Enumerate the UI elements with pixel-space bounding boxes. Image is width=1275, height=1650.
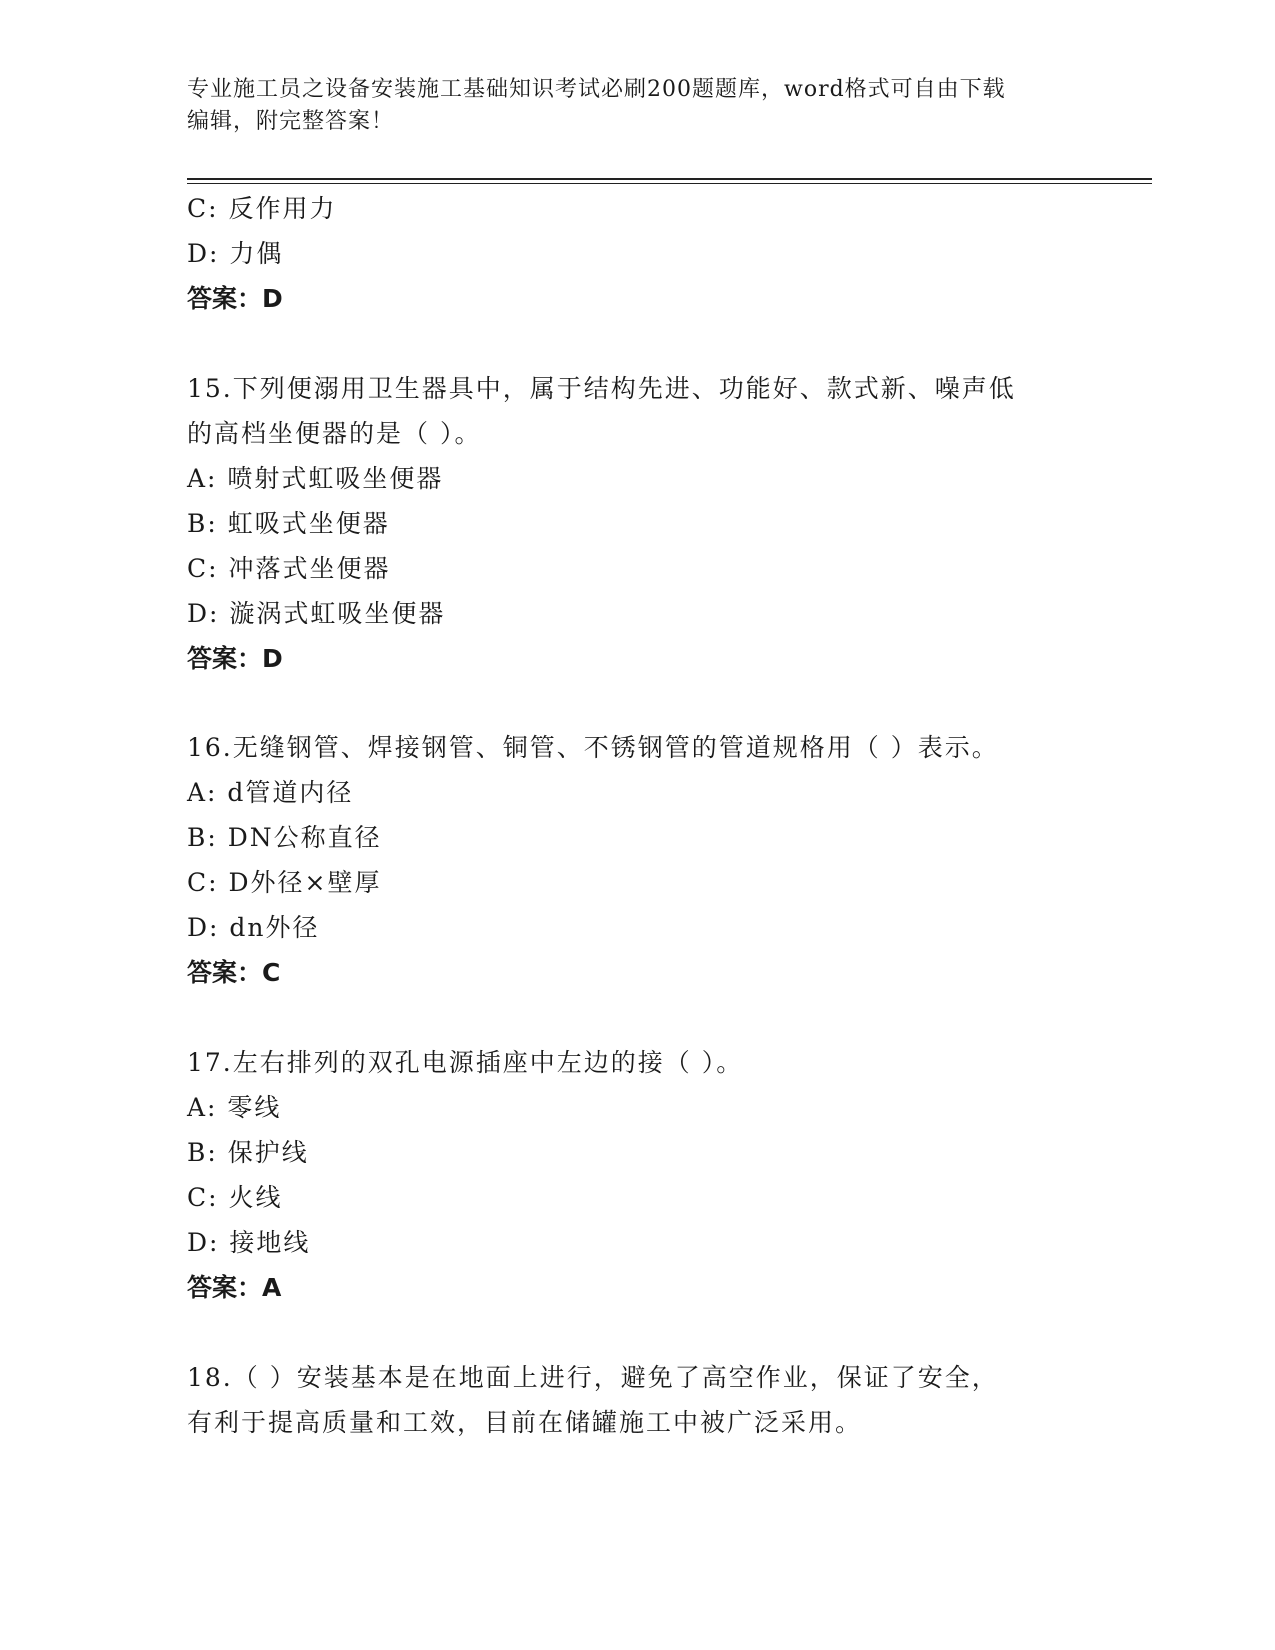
q15-stem-line-1: 15.下列便溺用卫生器具中，属于结构先进、功能好、款式新、噪声低 xyxy=(187,374,1016,403)
header-line-1: 专业施工员之设备安装施工基础知识考试必刷200题题库，word格式可自由下载 xyxy=(187,77,1006,102)
q15-option-c: C: 冲落式坐便器 xyxy=(187,554,391,583)
q17-option-a: A: 零线 xyxy=(187,1093,282,1122)
header-rule-thin xyxy=(187,183,1152,184)
document-header xyxy=(187,74,1067,138)
q17-option-b: B: 保护线 xyxy=(187,1138,309,1167)
q14-option-d: D: 力偶 xyxy=(187,239,284,268)
q18-stem-line-1: 18.（ ）安装基本是在地面上进行，避免了高空作业，保证了安全， xyxy=(187,1363,999,1392)
header-line-2: 编辑，附完整答案！ xyxy=(187,109,395,134)
q16-option-d: D: dn外径 xyxy=(187,913,320,942)
header-rule-thick xyxy=(187,178,1152,180)
q15-option-b: B: 虹吸式坐便器 xyxy=(187,509,390,538)
q15-stem-line-2: 的高档坐便器的是（ ）。 xyxy=(187,419,482,448)
q15-option-d: D: 漩涡式虹吸坐便器 xyxy=(187,599,446,628)
q16-option-a: A: d管道内径 xyxy=(187,778,354,807)
q17-answer: 答案：A xyxy=(187,1273,282,1302)
q17-option-c: C: 火线 xyxy=(187,1183,283,1212)
q14-option-c: C: 反作用力 xyxy=(187,194,337,223)
q18-stem-line-2: 有利于提高质量和工效，目前在储罐施工中被广泛采用。 xyxy=(187,1408,863,1437)
q16-option-b: B: DN公称直径 xyxy=(187,823,382,852)
q16-answer: 答案：C xyxy=(187,958,281,987)
q17-stem-line-1: 17.左右排列的双孔电源插座中左边的接（ ）。 xyxy=(187,1048,744,1077)
q16-option-c: C: D外径×壁厚 xyxy=(187,868,382,897)
q15-answer: 答案：D xyxy=(187,644,283,673)
q17-option-d: D: 接地线 xyxy=(187,1228,311,1257)
q14-answer: 答案：D xyxy=(187,284,283,313)
q16-stem-line-1: 16.无缝钢管、焊接钢管、铜管、不锈钢管的管道规格用（ ）表示。 xyxy=(187,733,999,762)
q15-option-a: A: 喷射式虹吸坐便器 xyxy=(187,464,444,493)
